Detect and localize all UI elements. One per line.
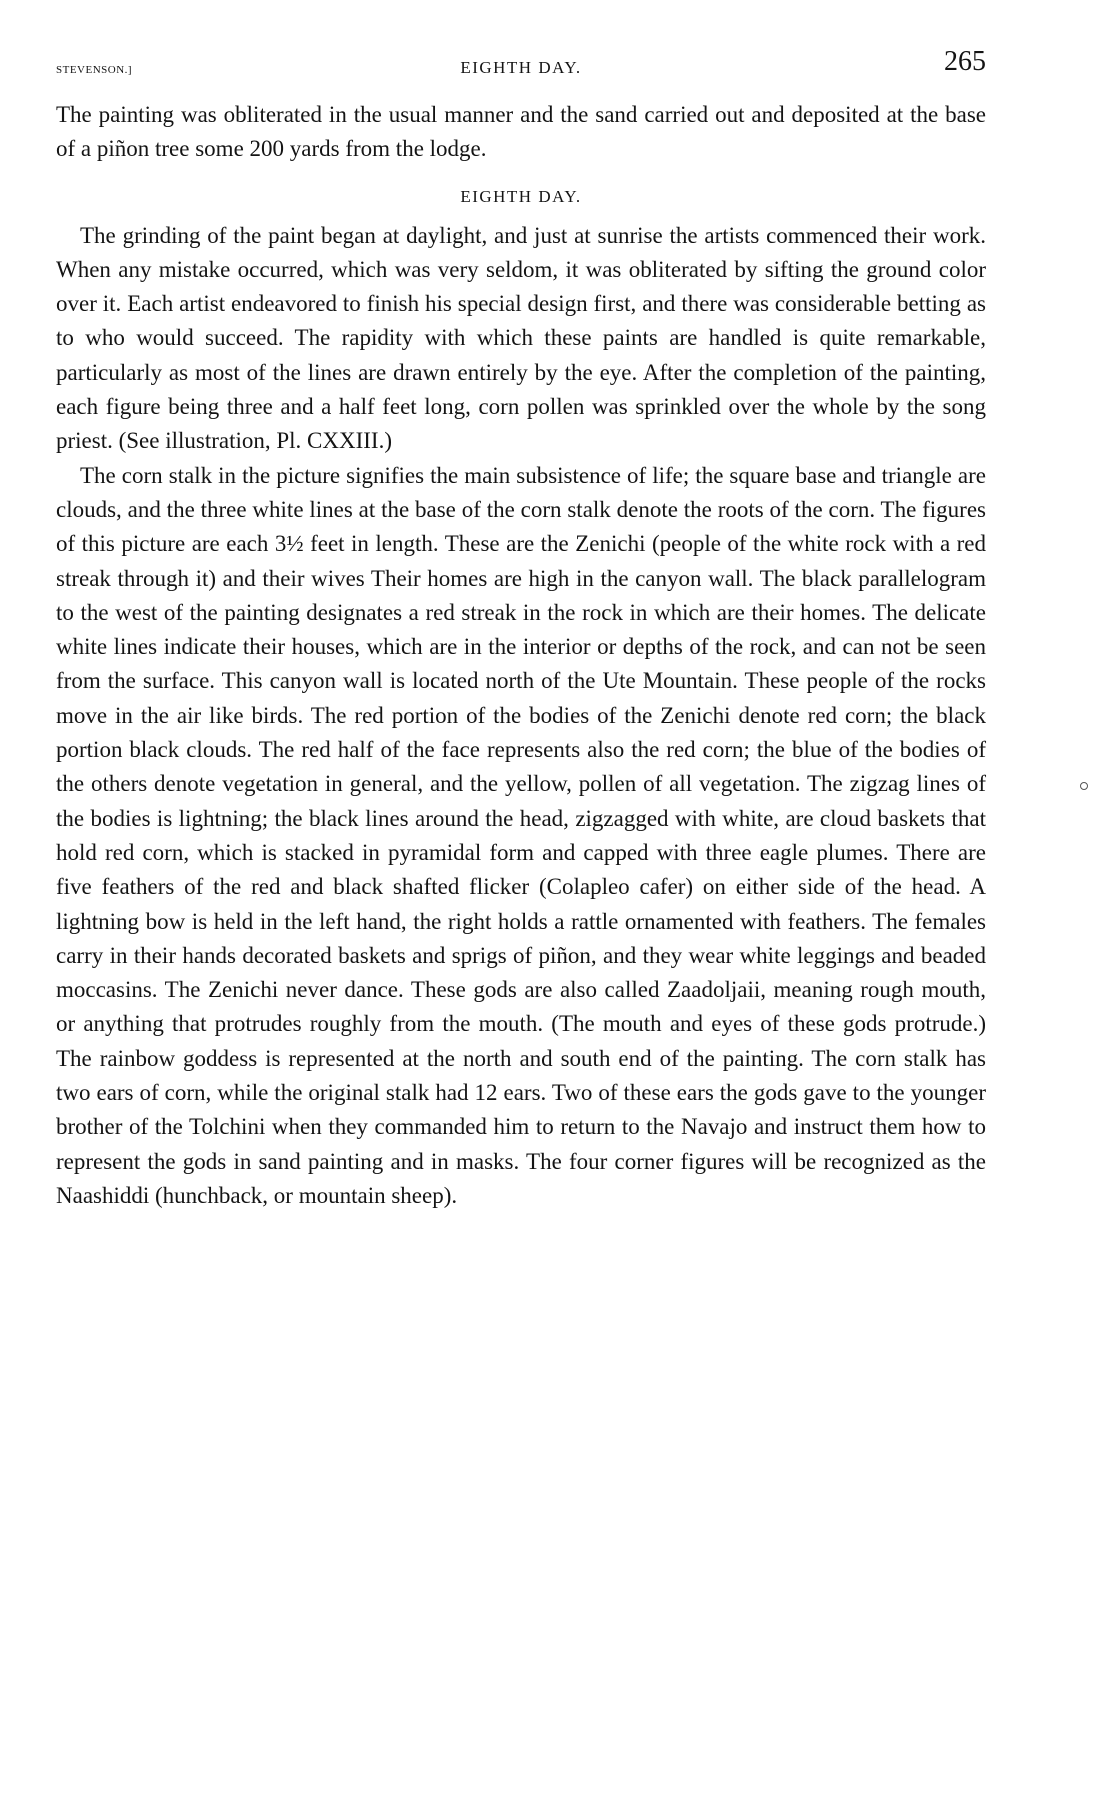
- stray-mark: [1080, 782, 1088, 790]
- section-heading: EIGHTH DAY.: [460, 186, 582, 206]
- paragraph-corn-stalk: The corn stalk in the picture signifies the main subsistence of life; the square base and triangle are clouds, and the three white lines at the base of the corn stalk denote the roots of the corn. The figures of this picture are each 3½ feet in length. These are the Zenichi (people of the white rock with a red streak through it) and their wives Their homes are high in the canyon wall. The black parallelogram to the west of the painting designates a red streak in the rock in which are their homes. The delicate white lines indicate their houses, which are in the interior or depths of the rock, and can not be seen from the surface. This canyon wall is located north of the Ute Mountain. These people of the rocks move in the air like birds. The red portion of the bodies of the Zenichi denote red corn; the black portion black clouds. The red half of the face represents also the red corn; the blue of the bodies of the others denote vegetation in general, and the yellow, pollen of all vegetation. The zigzag lines of the bodies is lightning; the black lines around the head, zigzagged with white, are cloud baskets that hold red corn, which is stacked in pyramidal form and capped with three eagle plumes. There are five feathers of the red and black shafted flicker (Colapleo cafer) on either side of the head. A lightning bow is held in the left hand, the right holds a rattle ornamented with feathers. The females carry in their hands decorated baskets and sprigs of piñon, and they wear white leggings and beaded moccasins. The Zenichi never dance. These gods are also called Zaadoljaii, meaning rough mouth, or anything that protrudes roughly from the mouth. (The mouth and eyes of these gods protrude.) The rainbow goddess is represented at the north and south end of the painting. The corn stalk has two ears of corn, while the original stalk had 12 ears. Two of these ears the gods gave to the younger brother of the Tolchini when they commanded him to return to the Navajo and instruct them how to represent the gods in sand painting and in masks. The four corner figures will be recognized as the Naashiddi (hunchback, or mountain sheep).: [56, 462, 986, 1208]
- paragraph-grinding: The grinding of the paint began at daylight, and just at sunrise the artists commenced their work. When any mistake occurred, which was very seldom, it was obliterated by sifting the ground color over it. Each artist endeavored to finish his special design first, and there was considerable betting as to who would succeed. The rapidity with which these paints are handled is quite remarkable, particularly as most of the lines are drawn entirely by the eye. After the completion of the painting, each figure being three and a half feet long, corn pollen was sprinkled over the whole by the song priest. (See illustration, Pl. CXXIII.): [56, 222, 986, 454]
- book-page: [56, 40, 986, 1213]
- page-number: 265: [944, 46, 986, 77]
- running-title: EIGHTH DAY.: [460, 58, 582, 77]
- page-header: [56, 40, 986, 84]
- paragraph-continuation: The painting was obliterated in the usual manner and the sand carried out and deposited at the base of a piñon tree some 200 yards from the lodge.: [56, 102, 986, 162]
- running-author: STEVENSON.]: [56, 64, 133, 76]
